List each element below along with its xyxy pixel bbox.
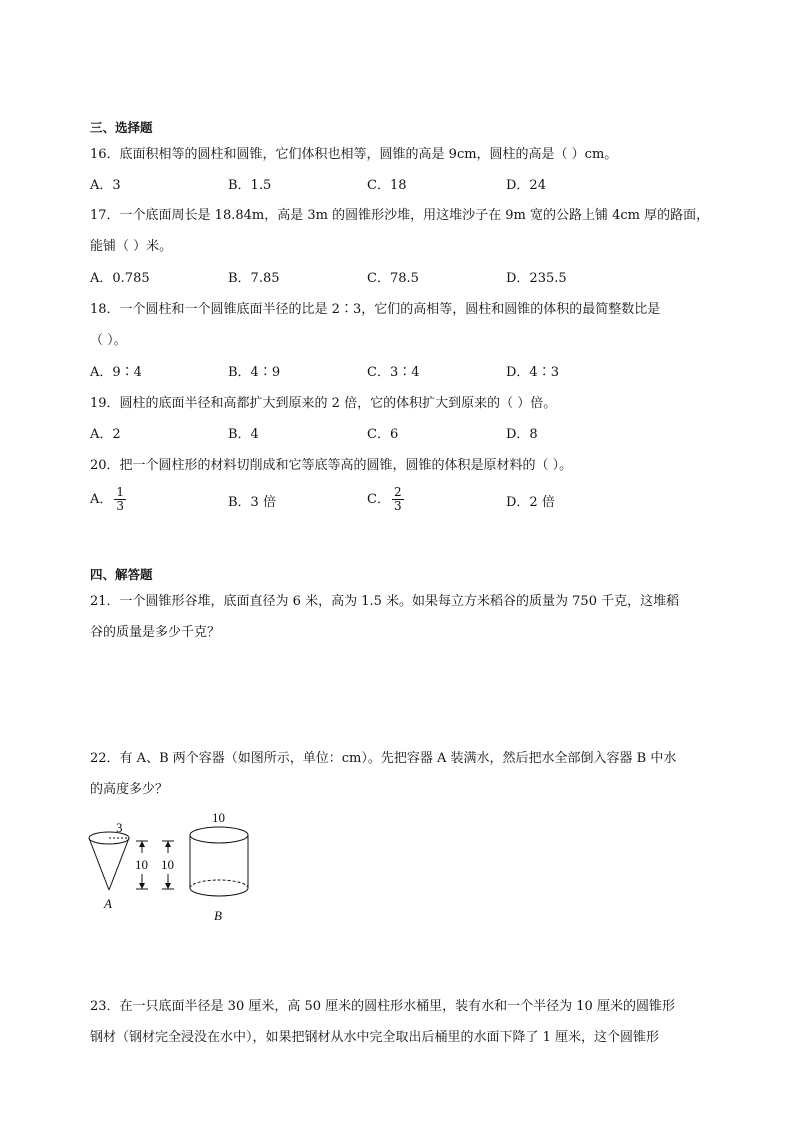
question-22-line2: 的高度多少？ <box>90 782 169 797</box>
q18-option-b: B．4∶9 <box>228 365 281 380</box>
dim1-arrow-up <box>139 841 145 847</box>
section-heading-choice: 三、选择题 <box>90 120 153 135</box>
containers-figure <box>85 808 265 928</box>
question-21-line1: 21．一个圆锥形谷堆，底面直径为 6 米，高为 1.5 米。如果每立方米稻谷的质量为 750 千克，这堆稻 <box>90 594 680 609</box>
dim2-arrow-down <box>165 883 171 889</box>
cylinder-top-ellipse <box>190 827 248 843</box>
section-heading-answer: 四、解答题 <box>90 567 153 582</box>
cone-height-label: 10 <box>135 857 148 872</box>
question-18-line1: 18．一个圆柱和一个圆锥底面半径的比是 2∶3，它们的高相等，圆柱和圆锥的体积的最简整数比是 <box>90 302 661 317</box>
question-17-line2: 能铺（ ）米。 <box>90 239 173 254</box>
q16-option-b: B．1.5 <box>228 178 272 193</box>
question-23-line1: 23．在一只底面半径是 30 厘米，高 50 厘米的圆柱形水桶里，装有水和一个半径为 10 厘米的圆锥形 <box>90 999 675 1014</box>
q17-option-b: B．7.85 <box>228 271 280 286</box>
cylinder-height-label: 10 <box>161 857 174 872</box>
cylinder-bottom-front <box>190 888 248 896</box>
cylinder-diameter-label: 10 <box>212 810 225 825</box>
fraction-one-third <box>114 486 126 513</box>
question-22-line1: 22．有 A、B 两个容器（如图所示，单位：cm）。先把容器 A 装满水，然后把水全部倒入容器 B 中水 <box>90 751 677 766</box>
q20-option-b: B．3 倍 <box>228 495 276 510</box>
container-a-label: A <box>104 896 112 911</box>
dim1-arrow-down <box>139 883 145 889</box>
cone-left-side <box>89 838 109 890</box>
question-20-text: 20．把一个圆柱形的材料切削成和它等底等高的圆锥，圆锥的体积是原材料的（ ）。 <box>90 458 573 473</box>
q18-option-a: A．9∶4 <box>90 365 142 380</box>
q19-option-b: B．4 <box>228 427 259 442</box>
q16-option-d: D．24 <box>506 178 546 193</box>
cone-right-side <box>109 838 129 890</box>
fraction-denominator: 3 <box>393 499 402 513</box>
question-21-line2: 谷的质量是多少千克？ <box>90 625 221 640</box>
dim2-arrow-up <box>165 841 171 847</box>
question-19-text: 19．圆柱的底面半径和高都扩大到原来的 2 倍，它的体积扩大到原来的（ ）倍。 <box>90 396 557 411</box>
question-16-text: 16．底面积相等的圆柱和圆锥，它们体积也相等，圆锥的高是 9cm，圆柱的高是（ ）cm。 <box>90 147 618 162</box>
q19-option-a: A．2 <box>90 427 121 442</box>
fraction-numerator: 1 <box>116 485 125 499</box>
q16-option-a: A．3 <box>90 178 121 193</box>
q20-option-c <box>367 486 404 513</box>
q20-option-c-prefix: C． <box>367 492 390 507</box>
q17-option-a: A．0.785 <box>90 271 150 286</box>
container-b-label: B <box>214 908 222 923</box>
q18-option-c: C．3∶4 <box>367 365 420 380</box>
q20-option-a-prefix: A． <box>90 492 113 507</box>
q16-option-c: C．18 <box>367 178 407 193</box>
q20-option-a <box>90 486 126 513</box>
fraction-denominator: 3 <box>116 499 125 513</box>
q18-option-d: D．4∶3 <box>506 365 559 380</box>
q17-option-d: D．235.5 <box>506 271 567 286</box>
cone-radius-label: 3 <box>116 820 123 835</box>
question-17-line1: 17．一个底面周长是 18.84m，高是 3m 的圆锥形沙堆，用这堆沙子在 9m 宽的公路上铺 4cm 厚的路面， <box>90 208 710 223</box>
q20-option-d: D．2 倍 <box>506 495 555 510</box>
q17-option-c: C．78.5 <box>367 271 419 286</box>
fraction-numerator: 2 <box>393 485 402 499</box>
question-18-line2: （ ）。 <box>90 333 127 348</box>
fraction-two-thirds <box>392 486 404 513</box>
q19-option-c: C．6 <box>367 427 399 442</box>
cylinder-bottom-back <box>190 880 248 888</box>
question-23-line2: 钢材（钢材完全浸没在水中），如果把钢材从水中完全取出后桶里的水面下降了 1 厘米，这个圆锥形 <box>90 1030 660 1045</box>
q19-option-d: D．8 <box>506 427 538 442</box>
